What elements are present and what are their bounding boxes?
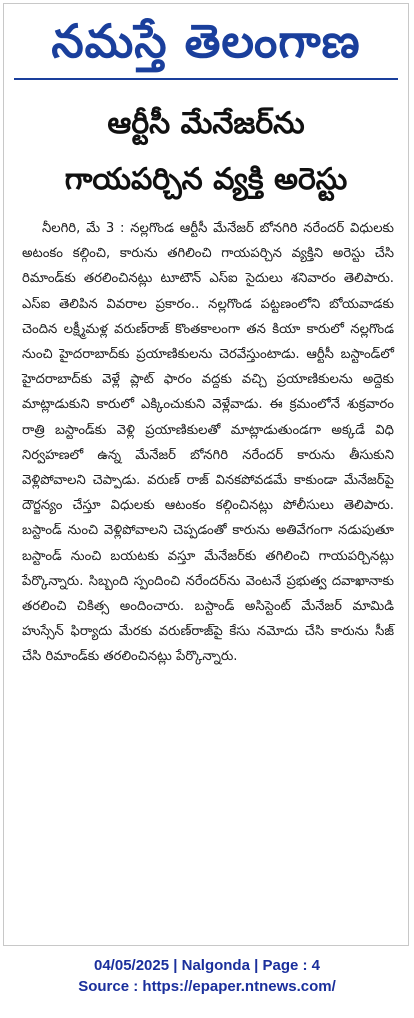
article-body: నీలగిరి, మే 3 : నల్లగొండ ఆర్టీసీ మేనేజర్ బోనగిరి నరేందర్ విధులకు అటంకం కల్గించి, కారును తగిలించి గాయపర్చిన వ్యక్తిని అరెస్టు చేసి రిమాండ్‌కు తరలించినట్లు టూటౌన్ ఎస్ఐ సైదులు శనివారం తెలిపారు. ఎస్ఐ తెలిపిన వివరాల ప్రకారం.. నల్లగొండ పట్టణంలోని బోయవాడకు చెందిన లక్ష్మీమళ్ల వరుణ్‌రాజ్ కొంతకాలంగా తన కియా కారులో నల్లగొండ నుంచి హైదరాబాద్‌కు ప్రయాణికులను చెరవేస్తుంటాడు. ఆర్టీసీ బస్టాండ్‌లో హైదరాబాద్‌కు వెళ్లే ప్లాట్ ఫారం వద్దకు వచ్చి ప్రయాణికులను అద్దెకు మాట్లాడుకుని కారులో ఎక్కించుకుని వెళ్లేవాడు. ఈ క్రమంలోనే శుక్రవారం రాత్రి బస్టాండ్‌కు వెళ్లి ప్రయాణికులతో మాట్లాడుతుండగా అక్కడే విధి నిర్వహణలో ఉన్న మేనేజర్ బోనగిరి నరేందర్ కారును తీసుకుని వెళ్లిపోవాలని చెప్పాడు. వరుణ్ రాజ్ వినకపోవడమే కాకుండా మేనేజర్‌పై దౌర్జన్యం చేస్తూ విధులకు ఆటంకం కల్గించినట్లు పోలీసులు తెలిపారు. బస్టాండ్ నుంచి వెళ్లిపోవాలని చెప్పడంతో కారును అతివేగంగా నడుపుతూ బస్టాండ్ నుంచి బయటకు వస్తూ మేనేజర్‌కు తగిలించి గాయపర్చినట్లు పేర్కొన్నారు. సిబ్బంది స్పందించి నరేందర్‌ను వెంటనే ప్రభుత్వ దవాఖానాకు తరలించి చికిత్స అందించారు. బస్టాండ్ అసిస్టెంట్ మేనేజర్ మామిడి హుస్సేన్ ఫిర్యాదు మేరకు వరుణ్‌రాజ్‌పై కేసు నమోదు చేసి కారును సీజ్ చేసి రిమాండ్‌కు తరలించినట్లు పేర్కొన్నారు. <box>22 221 395 665</box>
edition-info: 04/05/2025 | Nalgonda | Page : 4 <box>94 957 320 974</box>
news-clipping <box>3 3 409 946</box>
newspaper-masthead: నమస్తే తెలంగాణ <box>51 14 361 68</box>
headline-line-2: గాయపర్చిన వ్యక్తి అరెస్టు <box>64 162 348 197</box>
headline-line-1: ఆర్టీసీ మేనేజర్‌ను <box>107 106 305 141</box>
article-headline <box>16 96 396 208</box>
masthead-divider <box>14 78 398 80</box>
source-link: Source : https://epaper.ntnews.com/ <box>78 978 336 995</box>
